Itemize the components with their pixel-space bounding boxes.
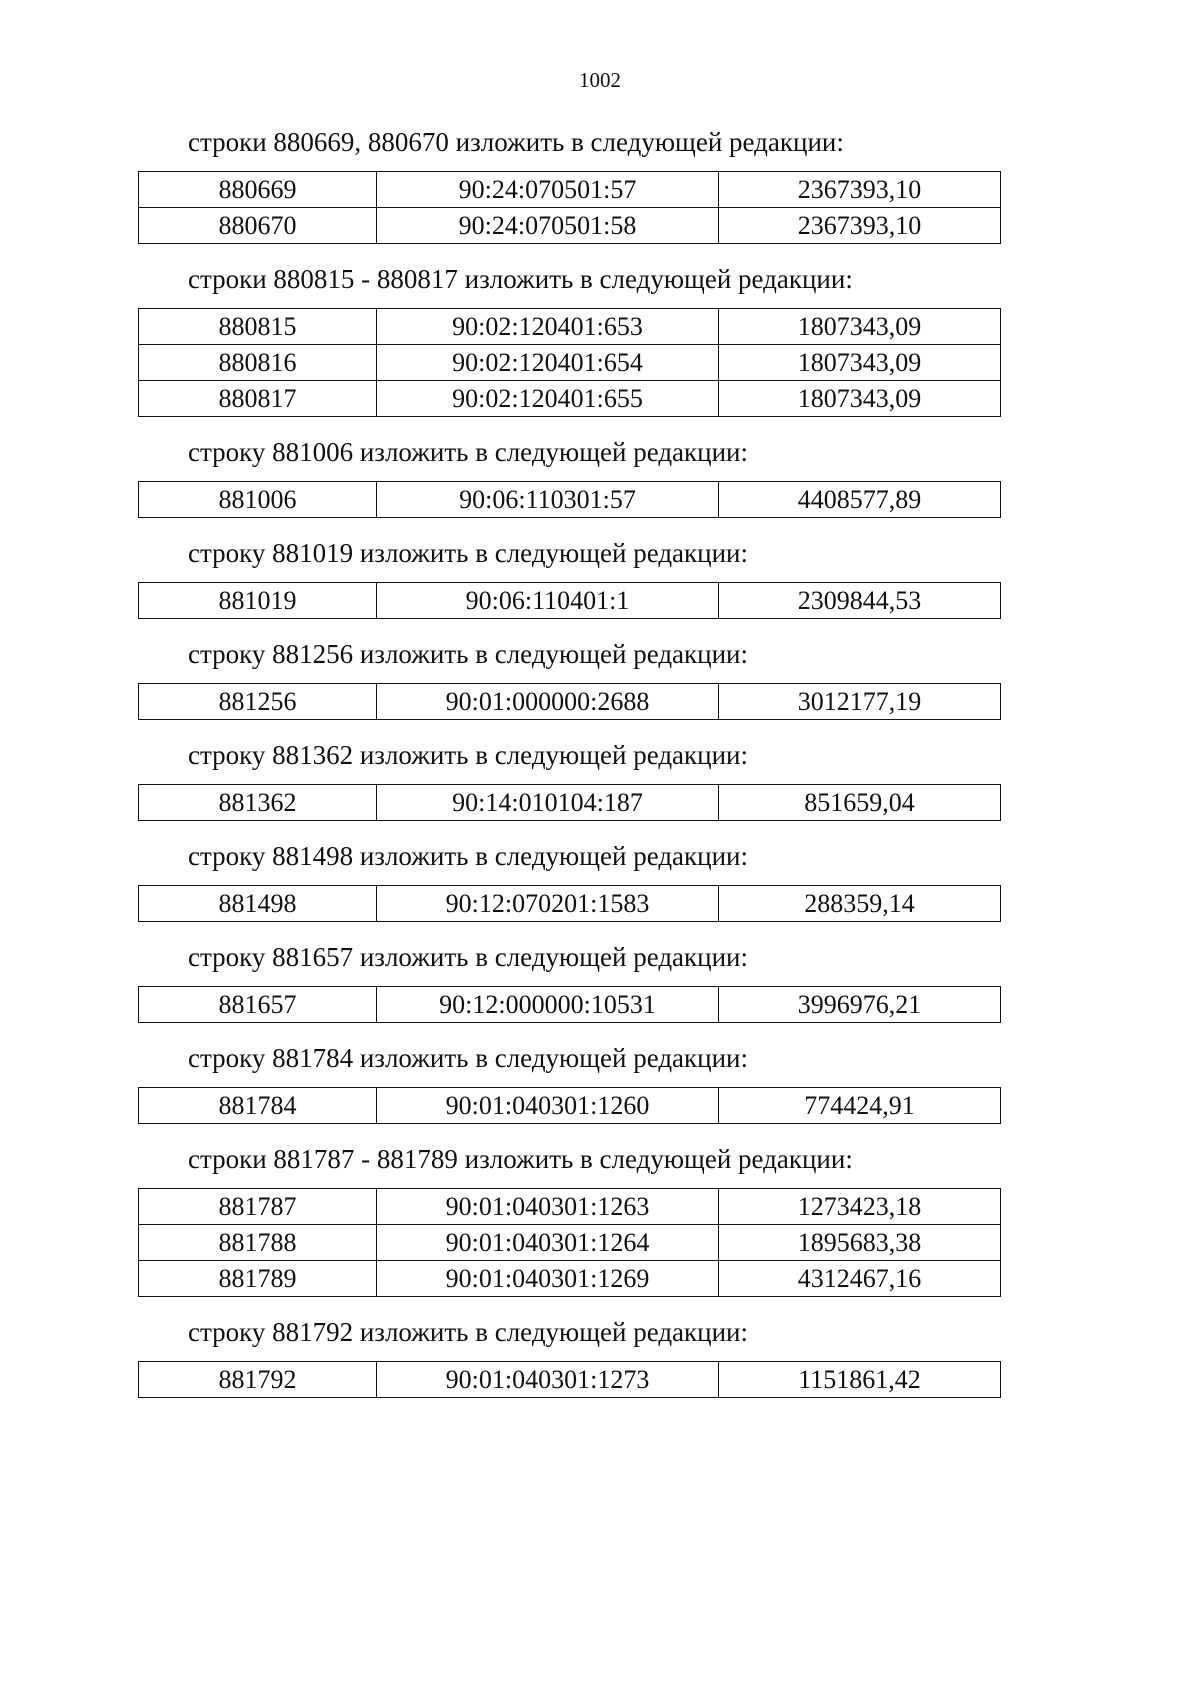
amendment-section	[138, 262, 1004, 417]
amendment-section	[138, 1041, 1004, 1124]
table-row	[139, 886, 1001, 922]
table-row	[139, 684, 1001, 720]
table-row	[139, 987, 1001, 1023]
cadastral-value-cell: 2367393,10	[719, 208, 1001, 244]
cadastral-value-cell: 2367393,10	[719, 172, 1001, 208]
row-number-cell: 880815	[139, 309, 377, 345]
cadastral-number-cell: 90:01:040301:1264	[377, 1225, 719, 1261]
cadastral-number-cell: 90:01:040301:1269	[377, 1261, 719, 1297]
amendment-section	[138, 125, 1004, 244]
amendment-section	[138, 940, 1004, 1023]
cadastral-number-cell: 90:06:110401:1	[377, 583, 719, 619]
cadastral-value-cell: 1807343,09	[719, 309, 1001, 345]
table-row	[139, 309, 1001, 345]
cadastral-value-cell: 1895683,38	[719, 1225, 1001, 1261]
cadastral-value-cell: 4312467,16	[719, 1261, 1001, 1297]
amendment-table	[138, 582, 1001, 619]
amendment-table	[138, 1188, 1001, 1297]
row-number-cell: 881792	[139, 1362, 377, 1398]
section-heading: строку 881006 изложить в следующей редакции:	[188, 437, 749, 467]
row-number-cell: 881787	[139, 1189, 377, 1225]
section-heading: строку 881019 изложить в следующей редакции:	[188, 538, 749, 568]
cadastral-number-cell: 90:02:120401:653	[377, 309, 719, 345]
table-row	[139, 345, 1001, 381]
row-number-cell: 881006	[139, 482, 377, 518]
section-heading: строки 880815 - 880817 изложить в следующей редакции:	[188, 264, 853, 294]
amendment-table	[138, 683, 1001, 720]
cadastral-number-cell: 90:01:040301:1260	[377, 1088, 719, 1124]
amendment-table	[138, 308, 1001, 417]
table-row	[139, 1225, 1001, 1261]
table-row	[139, 172, 1001, 208]
row-number-cell: 881019	[139, 583, 377, 619]
table-row	[139, 208, 1001, 244]
row-number-cell: 880816	[139, 345, 377, 381]
table-row	[139, 1088, 1001, 1124]
row-number-cell: 881256	[139, 684, 377, 720]
amendment-section	[138, 435, 1004, 518]
section-heading: строку 881784 изложить в следующей редакции:	[188, 1043, 749, 1073]
amendment-section	[138, 1142, 1004, 1297]
page-number: 1002	[579, 68, 621, 92]
cadastral-number-cell: 90:12:070201:1583	[377, 886, 719, 922]
row-number-cell: 880669	[139, 172, 377, 208]
cadastral-number-cell: 90:01:040301:1263	[377, 1189, 719, 1225]
table-row	[139, 1261, 1001, 1297]
cadastral-value-cell: 1273423,18	[719, 1189, 1001, 1225]
cadastral-value-cell: 3012177,19	[719, 684, 1001, 720]
amendment-table	[138, 171, 1001, 244]
cadastral-value-cell: 2309844,53	[719, 583, 1001, 619]
row-number-cell: 881784	[139, 1088, 377, 1124]
row-number-cell: 881657	[139, 987, 377, 1023]
section-heading: строку 881256 изложить в следующей редакции:	[188, 639, 749, 669]
section-heading: строку 881657 изложить в следующей редакции:	[188, 942, 749, 972]
amendment-table	[138, 481, 1001, 518]
cadastral-number-cell: 90:02:120401:654	[377, 345, 719, 381]
row-number-cell: 881788	[139, 1225, 377, 1261]
table-row	[139, 381, 1001, 417]
amendment-section	[138, 839, 1004, 922]
cadastral-value-cell: 3996976,21	[719, 987, 1001, 1023]
cadastral-value-cell: 1807343,09	[719, 381, 1001, 417]
cadastral-value-cell: 851659,04	[719, 785, 1001, 821]
amendment-table	[138, 1087, 1001, 1124]
section-heading: строку 881792 изложить в следующей редакции:	[188, 1317, 749, 1347]
cadastral-number-cell: 90:01:000000:2688	[377, 684, 719, 720]
cadastral-number-cell: 90:02:120401:655	[377, 381, 719, 417]
row-number-cell: 881362	[139, 785, 377, 821]
table-row	[139, 482, 1001, 518]
amendment-table	[138, 885, 1001, 922]
table-row	[139, 1189, 1001, 1225]
section-heading: строки 881787 - 881789 изложить в следующей редакции:	[188, 1144, 853, 1174]
amendment-section	[138, 738, 1004, 821]
amendment-section	[138, 637, 1004, 720]
table-row	[139, 583, 1001, 619]
table-row	[139, 785, 1001, 821]
cadastral-number-cell: 90:24:070501:58	[377, 208, 719, 244]
document-body	[138, 125, 1004, 1416]
cadastral-number-cell: 90:12:000000:10531	[377, 987, 719, 1023]
amendment-table	[138, 784, 1001, 821]
cadastral-value-cell: 288359,14	[719, 886, 1001, 922]
cadastral-value-cell: 774424,91	[719, 1088, 1001, 1124]
amendment-table	[138, 1361, 1001, 1398]
table-row	[139, 1362, 1001, 1398]
row-number-cell: 880670	[139, 208, 377, 244]
cadastral-number-cell: 90:06:110301:57	[377, 482, 719, 518]
row-number-cell: 881789	[139, 1261, 377, 1297]
amendment-section	[138, 1315, 1004, 1398]
cadastral-value-cell: 4408577,89	[719, 482, 1001, 518]
amendment-section	[138, 536, 1004, 619]
cadastral-number-cell: 90:01:040301:1273	[377, 1362, 719, 1398]
row-number-cell: 880817	[139, 381, 377, 417]
cadastral-value-cell: 1807343,09	[719, 345, 1001, 381]
cadastral-value-cell: 1151861,42	[719, 1362, 1001, 1398]
section-heading: строку 881498 изложить в следующей редакции:	[188, 841, 749, 871]
section-heading: строки 880669, 880670 изложить в следующей редакции:	[188, 127, 844, 157]
cadastral-number-cell: 90:24:070501:57	[377, 172, 719, 208]
section-heading: строку 881362 изложить в следующей редакции:	[188, 740, 749, 770]
amendment-table	[138, 986, 1001, 1023]
row-number-cell: 881498	[139, 886, 377, 922]
cadastral-number-cell: 90:14:010104:187	[377, 785, 719, 821]
